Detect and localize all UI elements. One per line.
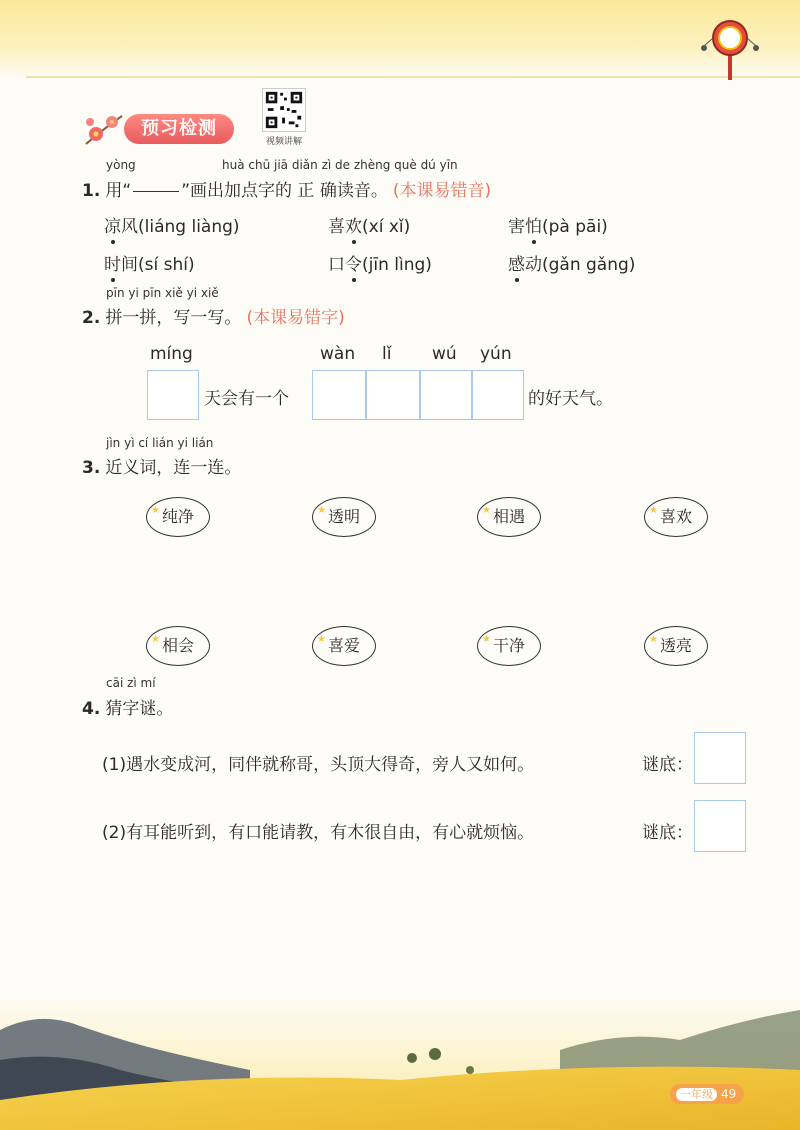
q2-answer-box[interactable] xyxy=(472,370,524,420)
q3-number: 3. xyxy=(82,458,101,478)
q4-number: 4. xyxy=(82,699,101,719)
q1-item-options: (jīn lìng) xyxy=(362,255,432,275)
q3-word-top[interactable]: ★ 相遇 xyxy=(477,497,541,537)
q1-item-dotted-char: 令 xyxy=(345,250,362,275)
q2-note: (本课易错字) xyxy=(246,308,345,328)
q1-item-char: 喜 xyxy=(328,217,345,237)
q1-item-char: 风 xyxy=(121,217,138,237)
q3-pinyin: jìn yì cí lián yi lián xyxy=(106,436,214,450)
qr-caption: 视频讲解 xyxy=(265,137,302,147)
q4-riddle-1: (1)遇水变成河，同伴就称哥，头顶大得奇，旁人又如何。 xyxy=(102,755,535,775)
q1-item-char: 口 xyxy=(328,255,345,275)
q1-number: 1. xyxy=(82,181,101,201)
q2-answer-box[interactable] xyxy=(147,370,199,420)
q2-answer-box[interactable] xyxy=(420,370,472,420)
grade-label: 一年级 xyxy=(676,1088,717,1101)
q1-item xyxy=(104,250,195,275)
q3-word-bottom[interactable]: ★ 透亮 xyxy=(644,626,708,666)
section-title: 预习检测 xyxy=(124,114,234,144)
q2-line xyxy=(82,303,345,328)
q1-item xyxy=(508,212,608,237)
q4-answer-label-2: 谜底： xyxy=(642,823,693,843)
q1-item xyxy=(328,212,410,237)
page-number-badge xyxy=(670,1084,744,1104)
q1-pinyin-1: yòng xyxy=(106,158,136,172)
q4-answer-box-1[interactable] xyxy=(694,732,746,784)
q1-item xyxy=(328,250,432,275)
q1-item-options: (xí xǐ) xyxy=(362,217,411,237)
q3-line xyxy=(82,453,241,478)
rattle-drum-icon xyxy=(700,12,760,82)
q3-word-bottom[interactable]: ★ 相会 xyxy=(146,626,210,666)
q1-item-char: 间 xyxy=(121,255,138,275)
q1-pinyin-2: huà chū jiā diǎn zì de zhèng què dú yīn xyxy=(222,158,458,172)
q1-item xyxy=(508,250,635,275)
q1-item-options: (sí shí) xyxy=(138,255,195,275)
q1-item xyxy=(104,212,240,237)
section-badge xyxy=(82,110,242,148)
q1-text-b: ”画出加点字的 正 确读音。 xyxy=(181,181,388,201)
q2-pinyin-li: lǐ xyxy=(382,344,392,364)
q2-pinyin-wu: wú xyxy=(432,344,457,364)
q1-item-options: (liáng liàng) xyxy=(138,217,240,237)
q3-word-bottom[interactable]: ★ 干净 xyxy=(477,626,541,666)
q1-item-dotted-char: 怕 xyxy=(525,212,542,237)
q2-number: 2. xyxy=(82,308,101,328)
q4-pinyin: cāi zì mí xyxy=(106,676,156,690)
q3-text: 近义词，连一连。 xyxy=(105,458,242,478)
q1-text-a: 用“ xyxy=(105,181,132,201)
q2-pinyin-yun: yún xyxy=(480,344,512,364)
q2-answer-box[interactable] xyxy=(312,370,366,420)
q2-text: 拼一拼，写一写。 xyxy=(105,308,242,328)
qr-code-icon[interactable] xyxy=(262,88,306,132)
q3-word-top[interactable]: ★ 纯净 xyxy=(146,497,210,537)
q2-pinyin-ming: míng xyxy=(150,344,193,364)
q1-item-dotted-char: 时 xyxy=(104,250,121,275)
q2-pinyin: pīn yi pīn xiě yi xiě xyxy=(106,286,219,300)
q2-pinyin-wan: wàn xyxy=(320,344,356,364)
landscape-illustration xyxy=(0,990,800,1130)
q3-word-bottom[interactable]: ★ 喜爱 xyxy=(312,626,376,666)
q1-item-options: (pà pāi) xyxy=(542,217,608,237)
q4-riddle-2: (2)有耳能听到，有口能请教，有木很自由，有心就烦恼。 xyxy=(102,823,535,843)
q1-line xyxy=(82,176,491,201)
q2-answer-box[interactable] xyxy=(366,370,420,420)
q2-text-end: 的好天气。 xyxy=(528,389,613,409)
q1-item-options: (gǎn gǎng) xyxy=(542,255,636,275)
q4-answer-label-1: 谜底： xyxy=(642,755,693,775)
q4-answer-box-2[interactable] xyxy=(694,800,746,852)
q3-word-top[interactable]: ★ 喜欢 xyxy=(644,497,708,537)
q1-item-dotted-char: 欢 xyxy=(345,212,362,237)
q1-item-dotted-char: 感 xyxy=(508,250,525,275)
q1-item-char: 动 xyxy=(525,255,542,275)
q1-blank xyxy=(133,191,179,192)
q1-item-dotted-char: 凉 xyxy=(104,212,121,237)
q4-line xyxy=(82,694,173,719)
q1-item-char: 害 xyxy=(508,217,525,237)
q1-note: (本课易错音) xyxy=(392,181,492,201)
page-number: 49 xyxy=(721,1087,737,1101)
q4-text: 猜字谜。 xyxy=(105,699,174,719)
q3-word-top[interactable]: ★ 透明 xyxy=(312,497,376,537)
q2-text-mid: 天会有一个 xyxy=(204,389,289,409)
header-band xyxy=(0,0,800,80)
